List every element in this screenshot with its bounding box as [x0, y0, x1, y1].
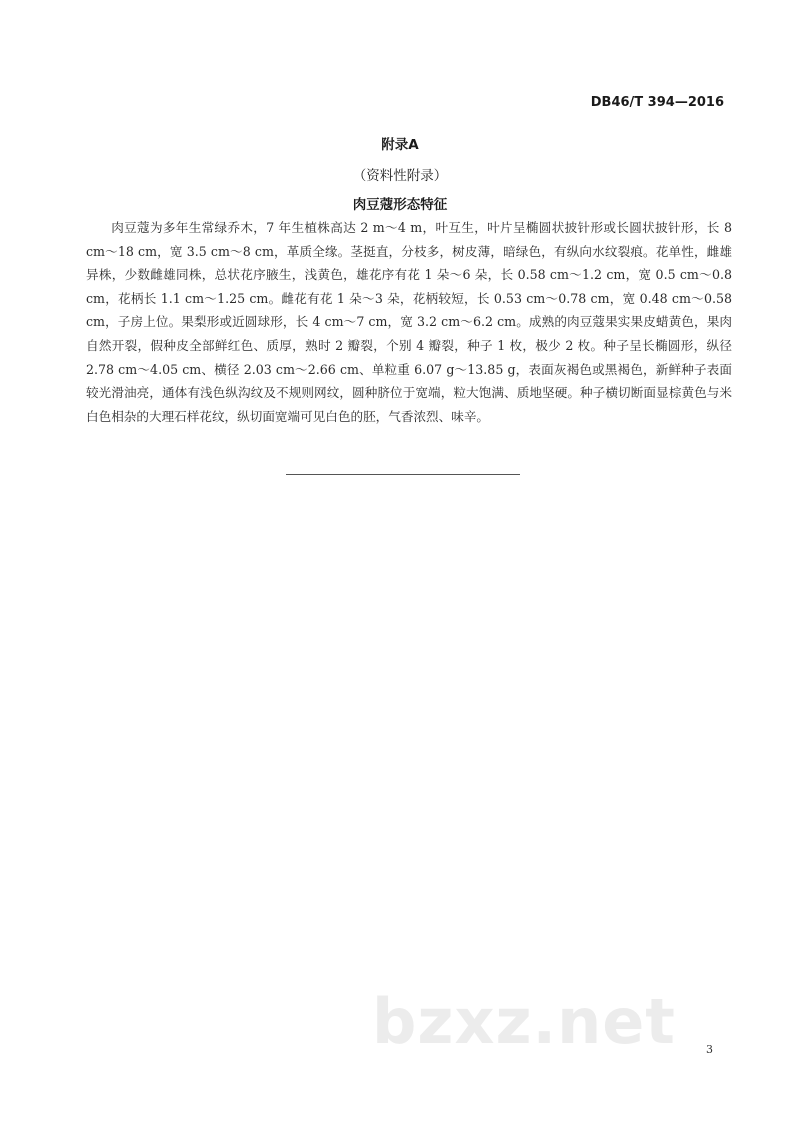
- standard-number: DB46/T 394—2016: [590, 95, 724, 110]
- page-number: 3: [706, 1043, 713, 1056]
- watermark: bzxz.net: [372, 985, 676, 1058]
- end-rule: [286, 474, 520, 475]
- appendix-nature: （资料性附录）: [352, 168, 448, 184]
- appendix-title: 肉豆蔻形态特征: [352, 197, 448, 213]
- body-paragraph: 肉豆蔻为多年生常绿乔木，7 年生植株高达 2 m～4 m，叶互生，叶片呈椭圆状披针形或长圆状披针形，长 8 cm～18 cm，宽 3.5 cm～8 cm，革质全缘。茎挺直，分枝多，树皮薄，暗绿色，有纵向水纹裂痕。花单性，雌雄异株，少数雌雄同株，总状花序腋生，浅黄色，雄花序有花 1 朵～6 朵，长 0.58 cm～1.2 cm，宽 0.5 cm～0.8 cm，花柄长 1.1 cm～1.25 cm。雌花有花 1 朵～3 朵，花柄较短，长 0.53 cm～0.78 cm，宽 0.48 cm～0.58 cm，子房上位。果梨形或近圆球形，长 4 cm～7 cm，宽 3.2 cm～6.2 cm。成熟的肉豆蔻果实果皮蜡黄色，果肉自然开裂，假种皮全部鲜红色、质厚，熟时 2 瓣裂，个别 4 瓣裂，种子 1 枚，极少 2 枚。种子呈长椭圆形，纵径 2.78 cm～4.05 cm、横径 2.03 cm～2.66 cm、单粒重 6.07 g～13.85 g，表面灰褐色或黑褐色，新鲜种子表面较光滑油亮，通体有浅色纵沟纹及不规则网纹，圆种脐位于宽端，粒大饱满、质地坚硬。种子横切断面显棕黄色与米白色相杂的大理石样花纹，纵切面宽端可见白色的胚，气香浓烈、味辛。: [86, 220, 732, 424]
- appendix-label: 附录A: [381, 137, 419, 153]
